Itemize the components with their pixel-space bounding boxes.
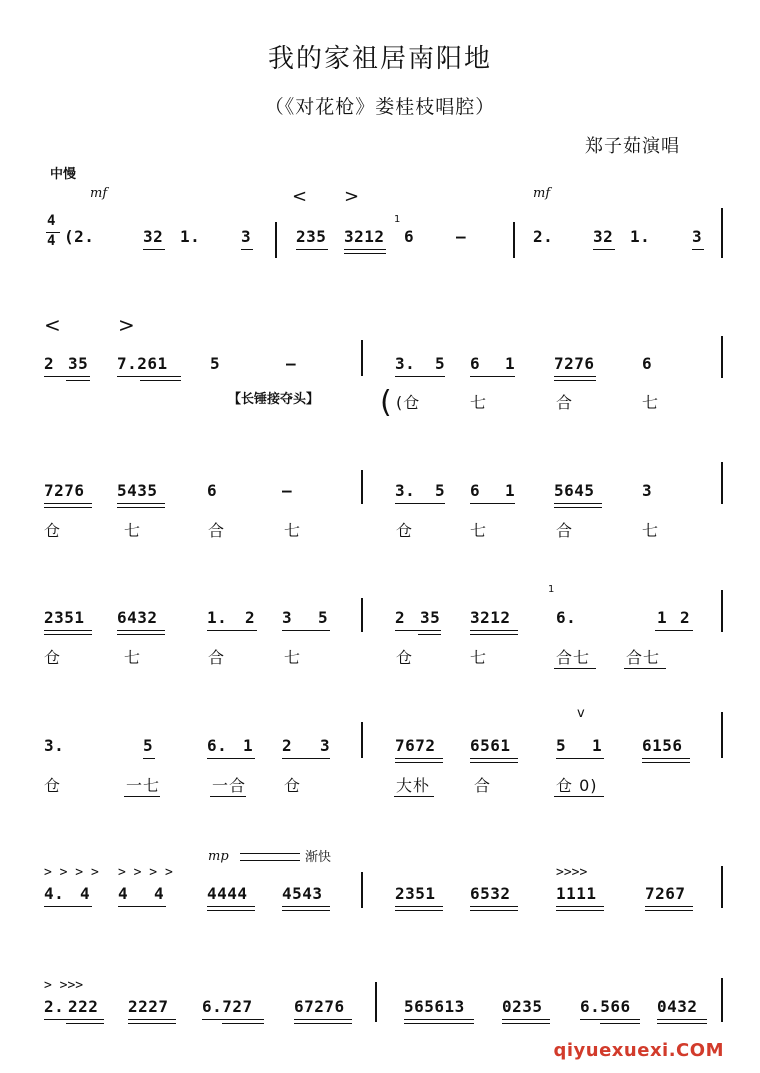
note: 6. — [556, 608, 577, 627]
note: 7276 — [554, 354, 595, 373]
accent-marks: >>>> — [556, 865, 588, 880]
beam — [117, 630, 165, 631]
beam — [593, 249, 615, 250]
dash: – — [456, 227, 467, 246]
note: 4 — [118, 884, 129, 903]
note: 5 — [210, 354, 221, 373]
accent-marks: > > > > — [44, 865, 99, 880]
beam — [140, 380, 181, 381]
beam — [556, 758, 604, 759]
beam — [296, 249, 328, 250]
note: 1. — [207, 608, 228, 627]
open-paren: ( — [380, 385, 392, 420]
note: 6.727 — [202, 997, 253, 1016]
note: 67276 — [294, 997, 345, 1016]
beam — [44, 634, 92, 635]
note: 5645 — [554, 481, 595, 500]
beam — [282, 910, 330, 911]
note: 5435 — [117, 481, 158, 500]
lyric: 七 — [642, 393, 660, 412]
percussion-annotation: 【长锤接夺头】 — [228, 392, 320, 407]
note: 5 — [435, 481, 446, 500]
note: 7267 — [645, 884, 686, 903]
note: 1 — [505, 481, 516, 500]
beam — [404, 1019, 474, 1020]
beam — [395, 906, 443, 907]
beam — [207, 630, 257, 631]
beam — [44, 1019, 104, 1020]
score-title: 我的家祖居南阳地 — [267, 44, 492, 74]
note: 2 — [395, 608, 406, 627]
beam — [395, 376, 445, 377]
beam — [117, 507, 165, 508]
crescendo-mark: < — [292, 186, 308, 207]
lyric-underline — [210, 796, 246, 797]
beam — [657, 1023, 707, 1024]
barline — [721, 712, 723, 758]
beam — [207, 910, 255, 911]
beam — [294, 1023, 352, 1024]
note: 3. — [395, 354, 416, 373]
note: 1111 — [556, 884, 597, 903]
accent-marks: > >>> — [44, 978, 84, 993]
note: 5 — [556, 736, 567, 755]
beam — [470, 634, 518, 635]
beam — [207, 906, 255, 907]
site-watermark: qiyuexuexi.COM — [553, 1040, 724, 1061]
accelerando-text: 渐快 — [305, 850, 332, 865]
note: 6 — [470, 481, 481, 500]
beam — [470, 910, 518, 911]
beam — [554, 503, 602, 504]
beam — [554, 376, 596, 377]
barline — [361, 470, 363, 504]
note: 6432 — [117, 608, 158, 627]
lyric: 仓 — [44, 648, 62, 667]
note: 565613 — [404, 997, 465, 1016]
beam — [282, 758, 330, 759]
lyric: 仓 — [44, 521, 62, 540]
barline — [721, 978, 723, 1022]
barline — [721, 336, 723, 378]
decrescendo-mark: > — [118, 313, 135, 337]
beam — [395, 503, 445, 504]
barline — [721, 866, 723, 908]
beam — [657, 1019, 707, 1020]
hairpin — [240, 853, 300, 861]
note: 3 — [692, 227, 703, 246]
barline — [721, 590, 723, 632]
note: 4444 — [207, 884, 248, 903]
beam — [282, 630, 330, 631]
note: 2. — [44, 997, 65, 1016]
beam — [554, 380, 596, 381]
note: (2. — [64, 227, 95, 246]
beam — [418, 634, 441, 635]
lyric: 七 — [470, 648, 488, 667]
note: 6561 — [470, 736, 511, 755]
note: 6 — [207, 481, 218, 500]
lyric: 合 — [474, 776, 492, 795]
beam — [241, 249, 253, 250]
note: 35 — [420, 608, 441, 627]
barline — [361, 722, 363, 758]
beam — [282, 906, 330, 907]
dynamic-mf: mf — [90, 186, 108, 201]
beam — [395, 762, 443, 763]
note: 6156 — [642, 736, 683, 755]
note: 4 — [154, 884, 165, 903]
lyric: 合七 — [556, 648, 591, 667]
decrescendo-mark: > — [344, 186, 360, 207]
beam — [470, 758, 518, 759]
note: 2 — [680, 608, 691, 627]
note: 0432 — [657, 997, 698, 1016]
beam — [470, 762, 518, 763]
performer-credit: 郑子茹演唱 — [585, 136, 680, 157]
note: 3 — [241, 227, 252, 246]
lyric: 七 — [284, 648, 302, 667]
note: 1. — [180, 227, 201, 246]
note: 6 — [404, 227, 415, 246]
note: 2 — [245, 608, 256, 627]
beam — [294, 1019, 352, 1020]
beam — [44, 503, 92, 504]
lyric-underline — [554, 796, 604, 797]
dynamic-mp: mp — [208, 849, 229, 864]
lyric: 仓 — [44, 776, 62, 795]
lyric: 合 — [556, 521, 574, 540]
beam — [118, 906, 166, 907]
dynamic-mf-2: mf — [533, 186, 551, 201]
beam — [143, 249, 165, 250]
note: 1 — [243, 736, 254, 755]
note: 2351 — [395, 884, 436, 903]
lyric: 仓 — [284, 776, 302, 795]
note: 32 — [143, 227, 164, 246]
grace-note: 1 — [394, 214, 401, 225]
lyric: 七 — [470, 521, 488, 540]
lyric: 七 — [284, 521, 302, 540]
note: 1 — [505, 354, 516, 373]
note: 2 — [282, 736, 293, 755]
accent-marks: > > > > — [118, 865, 173, 880]
lyric: 七 — [470, 393, 488, 412]
note: 4543 — [282, 884, 323, 903]
beam — [44, 507, 92, 508]
lyric: 合 — [208, 648, 226, 667]
lyric: 一七 — [126, 776, 161, 795]
lyric: 七 — [642, 521, 660, 540]
note: 3. — [44, 736, 65, 755]
beam — [502, 1019, 550, 1020]
note: 7276 — [44, 481, 85, 500]
time-signature-top: 4 — [47, 213, 56, 229]
beam — [470, 906, 518, 907]
beam — [117, 376, 181, 377]
beam — [395, 910, 443, 911]
note: 5 — [143, 736, 154, 755]
note: 6. — [207, 736, 228, 755]
note: 235 — [296, 227, 327, 246]
lyric: 仓 — [396, 648, 414, 667]
beam — [44, 906, 92, 907]
lyric: 七 — [124, 521, 142, 540]
beam — [600, 1023, 640, 1024]
lyric-underline — [554, 668, 596, 669]
lyric-underline — [624, 668, 666, 669]
beam — [202, 1019, 264, 1020]
beam — [580, 1019, 640, 1020]
note: 2351 — [44, 608, 85, 627]
note: 3. — [395, 481, 416, 500]
lyric: 大朴 — [396, 776, 431, 795]
beam — [404, 1023, 474, 1024]
note: 6 — [470, 354, 481, 373]
beam — [128, 1019, 176, 1020]
beam — [66, 380, 90, 381]
barline — [721, 208, 723, 258]
note: 1 — [592, 736, 603, 755]
beam — [470, 630, 518, 631]
beam — [66, 1023, 104, 1024]
note: 4 — [80, 884, 91, 903]
beam — [222, 1023, 264, 1024]
beam — [470, 376, 515, 377]
lyric: (仓 — [396, 393, 421, 412]
lyric: 仓 0) — [556, 776, 598, 795]
note: 2 — [44, 354, 55, 373]
beam — [344, 249, 386, 250]
lyric-underline — [394, 796, 434, 797]
beam — [642, 758, 690, 759]
note: 3 — [282, 608, 293, 627]
crescendo-mark: < — [44, 313, 61, 337]
note: 6532 — [470, 884, 511, 903]
beam — [470, 503, 515, 504]
beam — [642, 762, 690, 763]
time-signature-bottom: 4 — [47, 233, 56, 249]
beam — [554, 507, 602, 508]
lyric: 仓 — [396, 521, 414, 540]
barline — [361, 598, 363, 632]
beam — [692, 249, 704, 250]
note: 6.566 — [580, 997, 631, 1016]
barline — [361, 340, 363, 376]
beam — [395, 758, 443, 759]
note: 3 — [642, 481, 653, 500]
beam — [128, 1023, 176, 1024]
note: 0235 — [502, 997, 543, 1016]
beam — [395, 630, 441, 631]
lyric: 合七 — [626, 648, 661, 667]
lyric-underline — [124, 796, 160, 797]
tempo-marking: 中慢 — [50, 167, 77, 182]
note: 5 — [435, 354, 446, 373]
note: 35 — [68, 354, 89, 373]
note: 4. — [44, 884, 65, 903]
note: 3212 — [470, 608, 511, 627]
lyric: 一合 — [212, 776, 247, 795]
note: 2. — [533, 227, 554, 246]
barline — [275, 222, 277, 258]
note: 7.261 — [117, 354, 168, 373]
beam — [44, 630, 92, 631]
beam — [44, 376, 90, 377]
beam — [655, 630, 693, 631]
note: 7672 — [395, 736, 436, 755]
beam — [645, 906, 693, 907]
dash: – — [286, 354, 297, 373]
note: 6 — [642, 354, 653, 373]
beam — [556, 910, 604, 911]
beam — [143, 758, 155, 759]
barline — [361, 872, 363, 908]
beam — [117, 634, 165, 635]
note: 3 — [320, 736, 331, 755]
note: 1. — [630, 227, 651, 246]
note: 3212 — [344, 227, 385, 246]
beam — [344, 253, 386, 254]
note: 5 — [318, 608, 329, 627]
note: 2227 — [128, 997, 169, 1016]
barline — [721, 462, 723, 504]
beam — [502, 1023, 550, 1024]
note: 32 — [593, 227, 614, 246]
dash: – — [282, 481, 293, 500]
beam — [117, 503, 165, 504]
note: 1 — [657, 608, 668, 627]
score-subtitle: （《对花枪》娄桂枝唱腔） — [264, 96, 496, 118]
beam — [207, 758, 255, 759]
barline — [513, 222, 515, 258]
lyric: 合 — [556, 393, 574, 412]
lyric: 七 — [124, 648, 142, 667]
beam — [556, 906, 604, 907]
barline — [375, 982, 377, 1022]
note: 222 — [68, 997, 99, 1016]
grace-note: 1 — [548, 584, 555, 595]
beam — [645, 910, 693, 911]
breath-mark: v — [577, 706, 585, 721]
lyric: 合 — [208, 521, 226, 540]
